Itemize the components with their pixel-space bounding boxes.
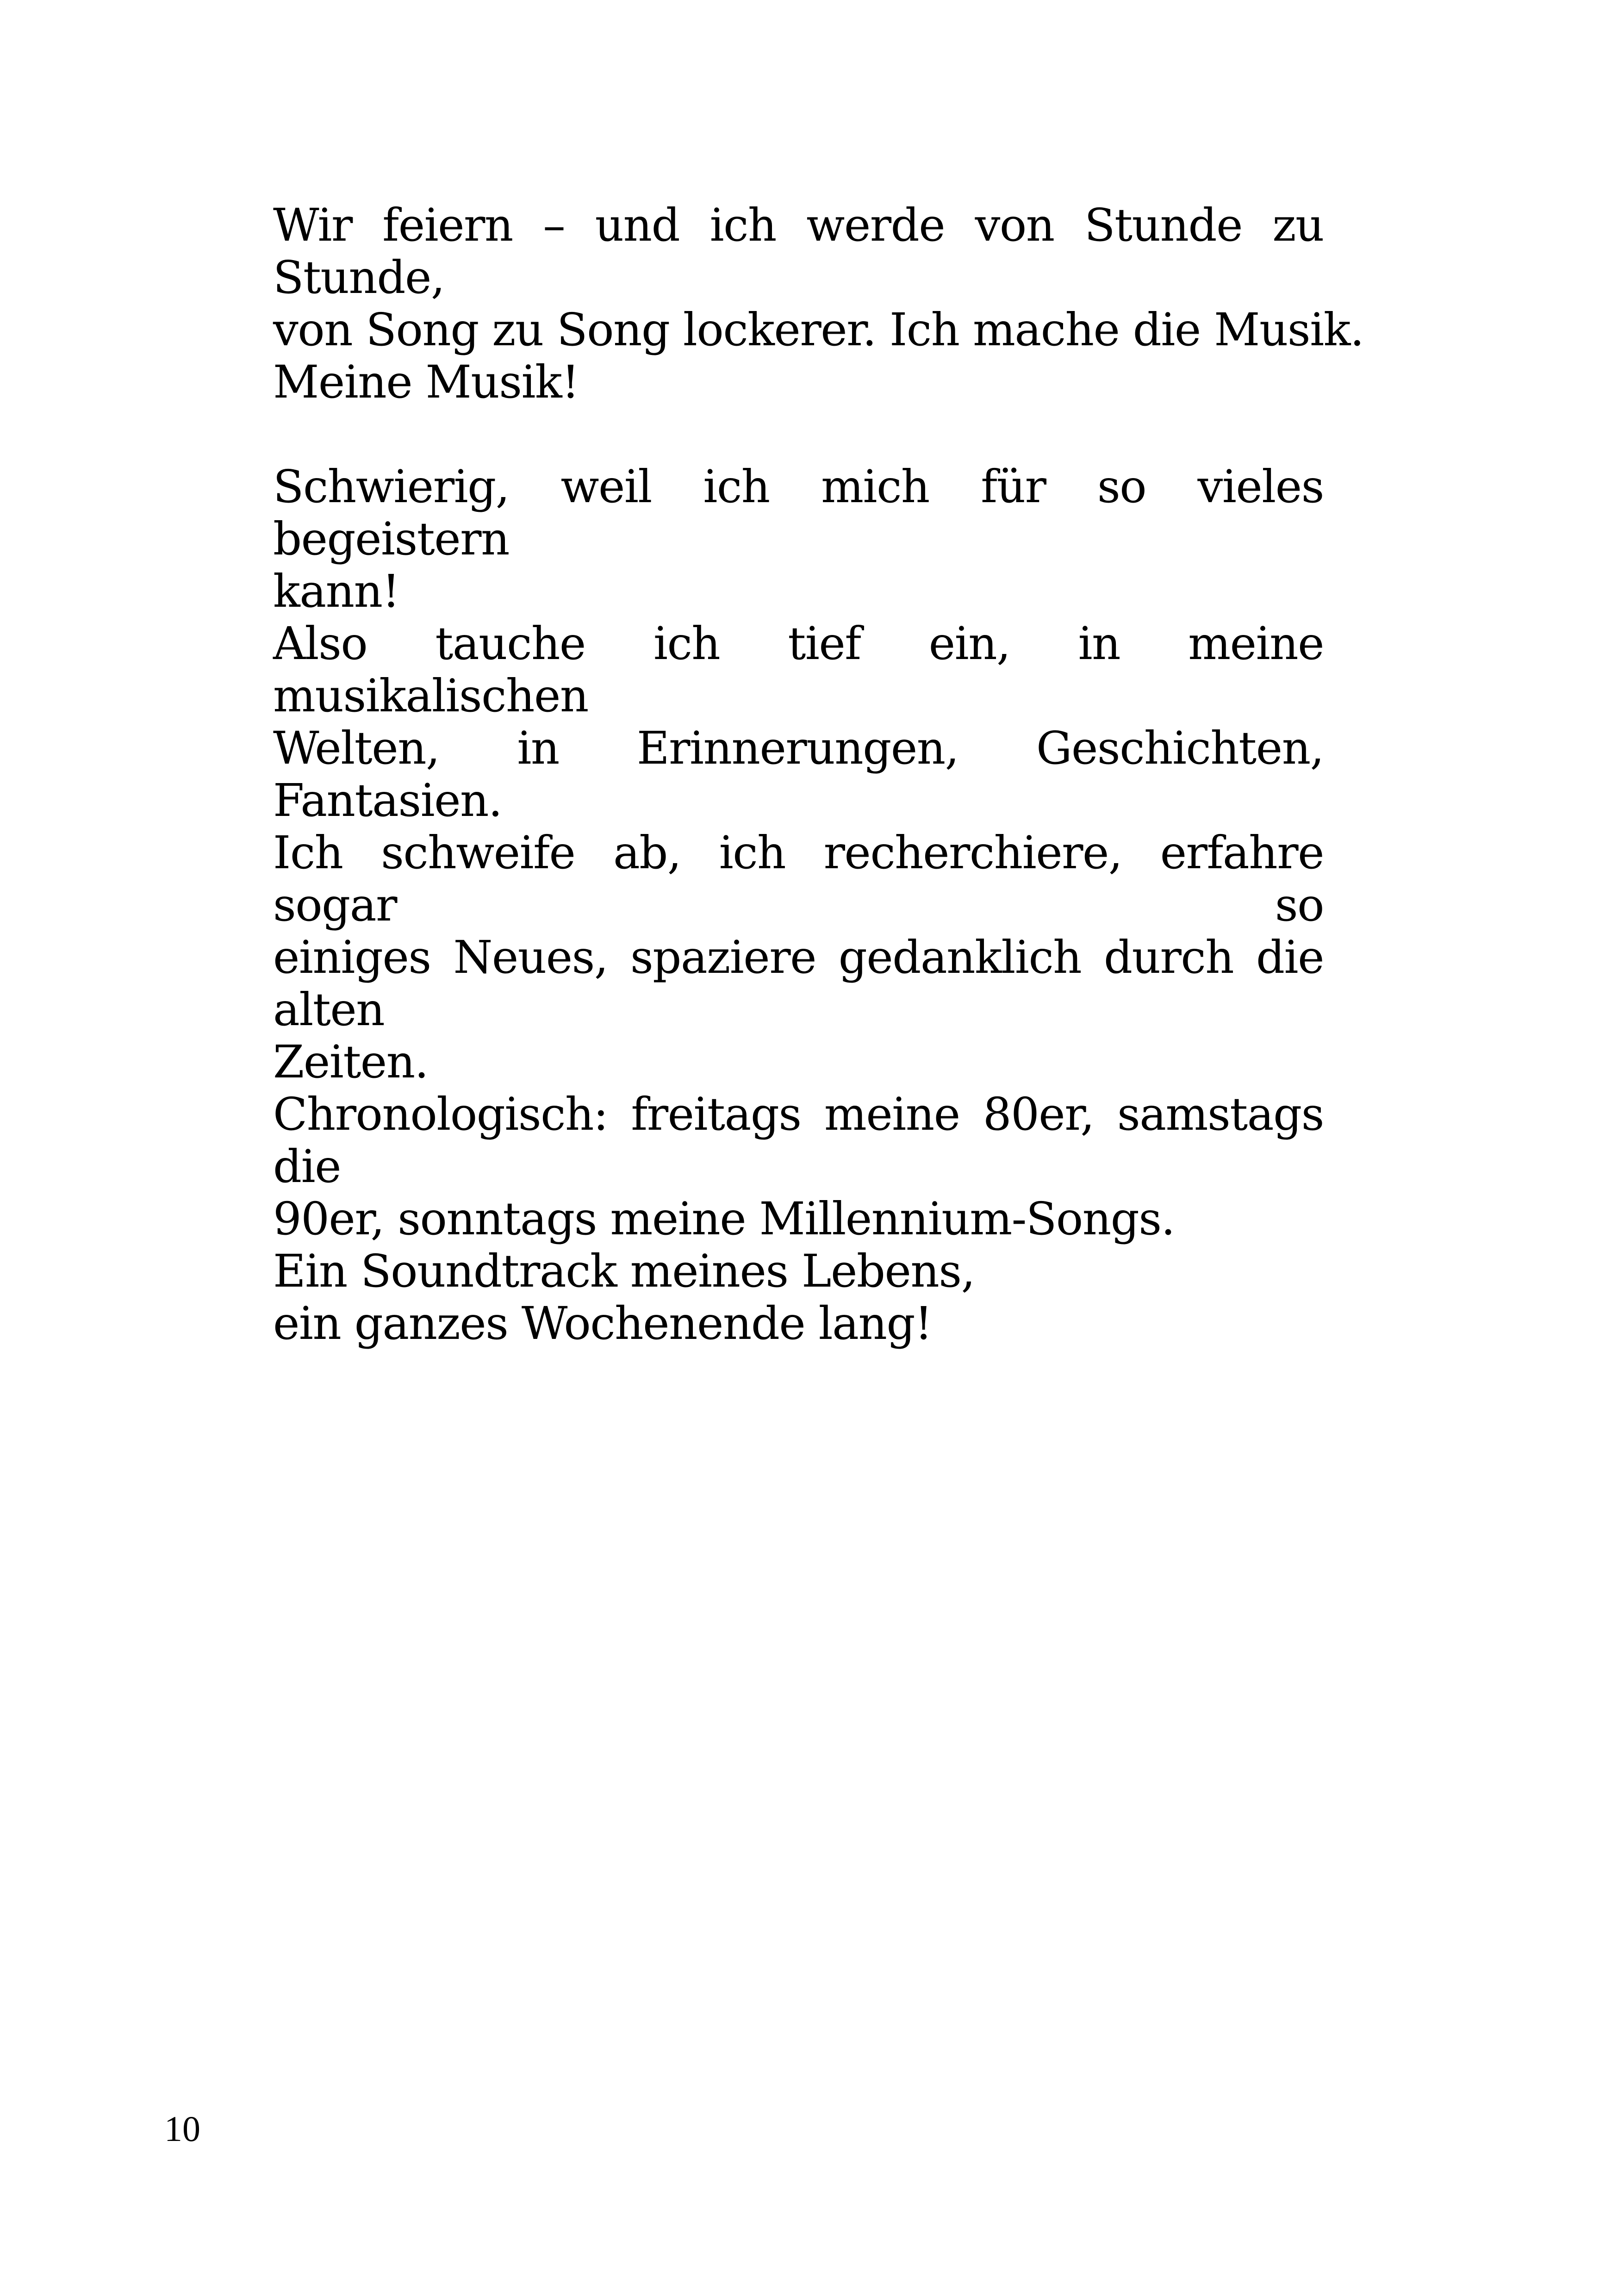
paragraph xyxy=(273,460,1324,1350)
paragraph xyxy=(273,199,1364,408)
page-number: 10 xyxy=(164,2109,200,2149)
text-line: Meine Musik! xyxy=(273,356,579,408)
text-line: kann! xyxy=(273,565,400,617)
text-line: Zeiten. xyxy=(273,1036,429,1088)
text-line: Ein Soundtrack meines Lebens, xyxy=(273,1245,975,1297)
text-line: einiges Neues, spaziere gedanklich durch die alten xyxy=(273,931,1324,1036)
body-text xyxy=(273,199,1364,1350)
text-line: Welten, in Erinnerungen, Geschichten, Fantasien. xyxy=(273,722,1324,827)
text-line: von Song zu Song lockerer. Ich mache die Musik. xyxy=(273,304,1364,356)
text-line: 90er, sonntags meine Millennium-Songs. xyxy=(273,1193,1175,1245)
text-line: Schwierig, weil ich mich für so vieles begeistern xyxy=(273,460,1324,565)
text-line: Chronologisch: freitags meine 80er, samstags die xyxy=(273,1088,1324,1193)
text-line: ein ganzes Wochenende lang! xyxy=(273,1297,932,1350)
text-line: Also tauche ich tief ein, in meine musikalischen xyxy=(273,617,1324,722)
text-line: Ich schweife ab, ich recherchiere, erfahre sogar so xyxy=(273,827,1324,931)
text-line: Wir feiern – und ich werde von Stunde zu Stunde, xyxy=(273,199,1324,304)
